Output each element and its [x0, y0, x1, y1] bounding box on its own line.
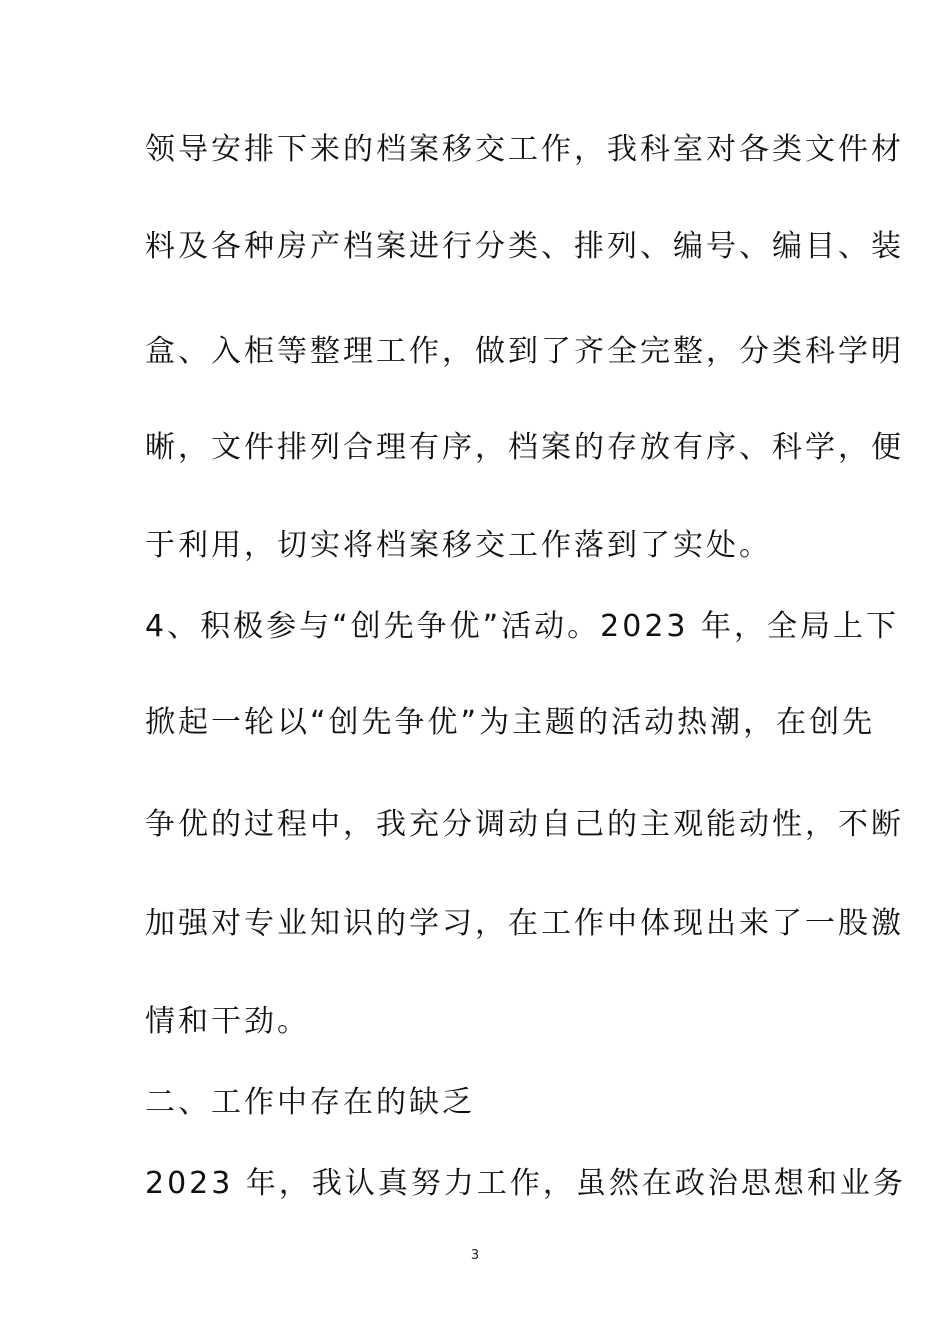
page-number: 3	[470, 1248, 480, 1263]
paragraph-line: 盒、入柜等整理工作，做到了齐全完整，分类科学明	[145, 334, 904, 369]
paragraph-line: 于利用，切实将档案移交工作落到了实处。	[145, 528, 772, 563]
paragraph-line: 领导安排下来的档案移交工作，我科室对各类文件材	[145, 132, 904, 167]
paragraph-line: 2023 年，我认真努力工作，虽然在政治思想和业务	[145, 1166, 906, 1201]
paragraph-line: 加强对专业知识的学习，在工作中体现出来了一股激	[145, 906, 904, 941]
paragraph-line: 掀起一轮以“创先争优”为主题的活动热潮，在创先	[145, 705, 876, 740]
paragraph-line: 4、积极参与“创先争优”活动。2023 年，全局上下	[145, 609, 900, 644]
paragraph-line: 争优的过程中，我充分调动自己的主观能动性，不断	[145, 807, 904, 842]
paragraph-line: 情和干劲。	[145, 1004, 310, 1039]
section-heading: 二、工作中存在的缺乏	[145, 1085, 475, 1120]
paragraph-line: 料及各种房产档案进行分类、排列、编号、编目、装	[145, 229, 904, 264]
paragraph-line: 晰，文件排列合理有序，档案的存放有序、科学，便	[145, 430, 904, 465]
